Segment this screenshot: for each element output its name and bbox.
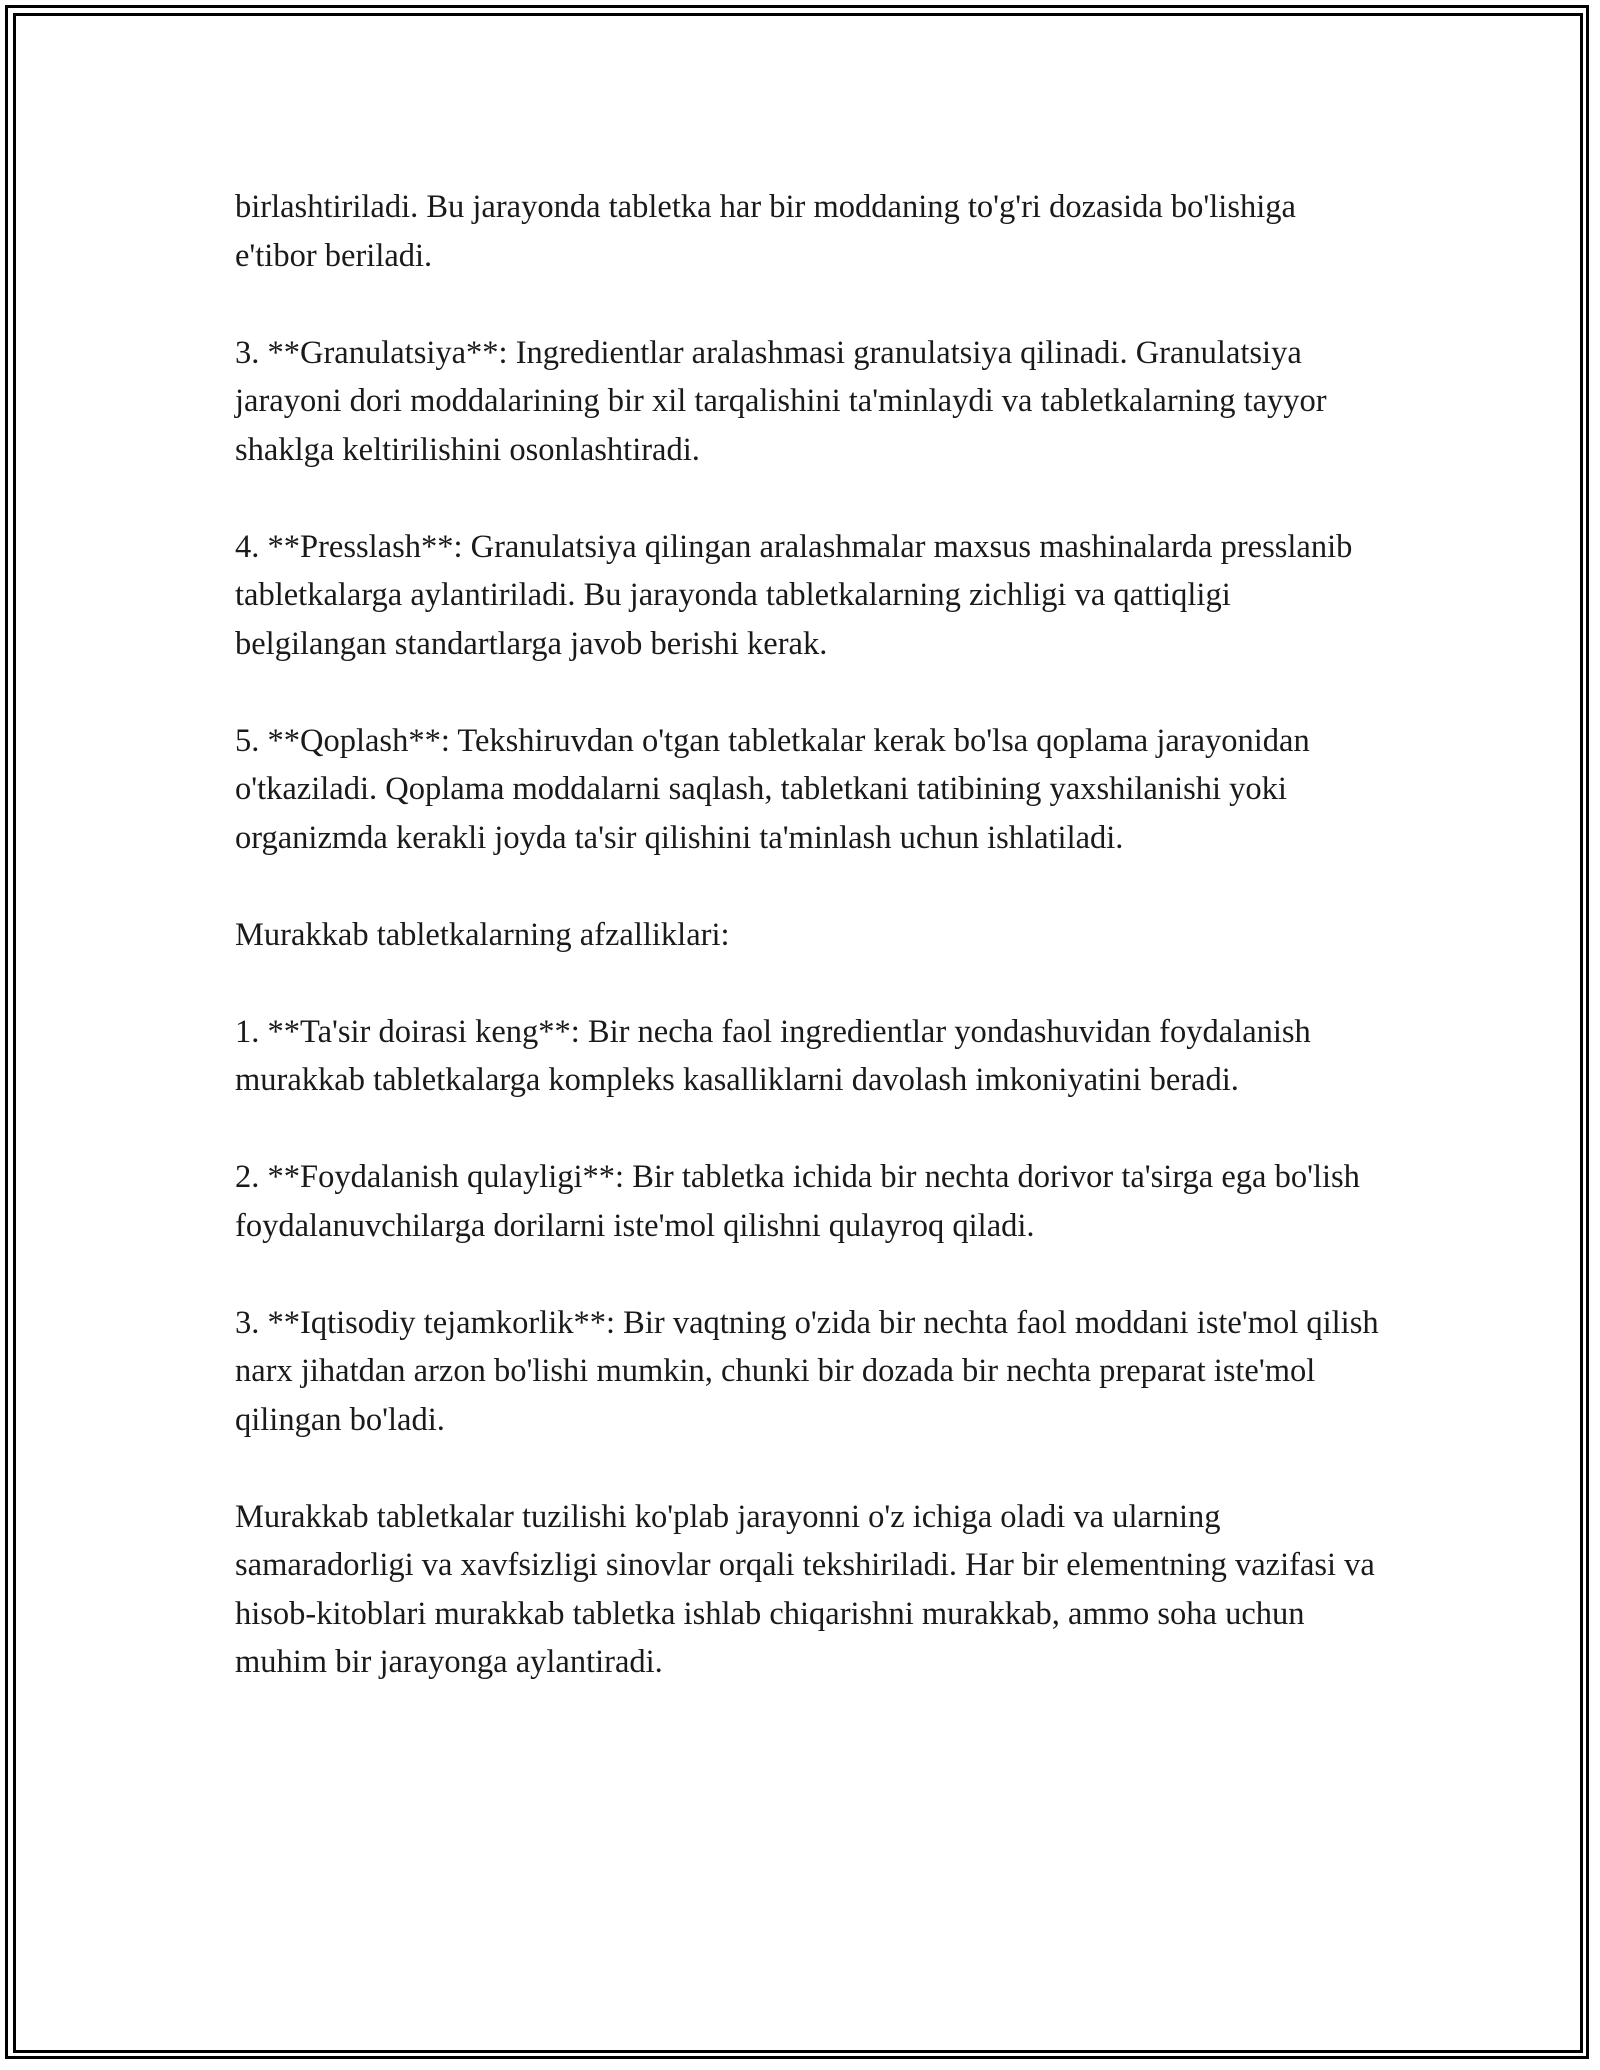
- paragraph-granulatsiya: 3. **Granulatsiya**: Ingredientlar aralashmasi granulatsiya qilinadi. Granulatsiya jarayoni dori moddalarining bir xil tarqalishini ta'minlaydi va tabletkalarning tayyor shaklga keltirilishini osonlashtiradi.: [235, 334, 1327, 468]
- paragraph-tasir-doirasi: 1. **Ta'sir doirasi keng**: Bir necha faol ingredientlar yondashuvidan foydalanish murakkab tabletkalarga kompleks kasalliklarni davolash imkoniyatini beradi.: [235, 1013, 1311, 1098]
- paragraph-iqtisodiy: 3. **Iqtisodiy tejamkorlik**: Bir vaqtning o'zida bir nechta faol moddani iste'mol qilish narx jihatdan arzon bo'lishi mumkin, chunki bir dozada bir nechta preparat iste'mol qilingan bo'ladi.: [235, 1304, 1379, 1438]
- paragraph-conclusion: Murakkab tabletkalar tuzilishi ko'plab jarayonni o'z ichiga oladi va ularning samaradorligi va xavfsizligi sinovlar orqali tekshiriladi. Har bir elementning vazifasi va hisob-kitoblari murakkab tabletka ishlab chiqarishni murakkab, ammo soha uchun muhim bir jarayonga aylantiradi.: [235, 1498, 1375, 1680]
- paragraph-foydalanish: 2. **Foydalanish qulayligi**: Bir tabletka ichida bir nechta dorivor ta'sirga ega bo'lish foydalanuvchilarga dorilarni iste'mol qilishni qulayroq qiladi.: [235, 1159, 1360, 1244]
- paragraph-continuation: birlashtiriladi. Bu jarayonda tabletka har bir moddaning to'g'ri dozasida bo'lishiga e'tibor beriladi.: [235, 189, 1296, 274]
- document-body: [235, 183, 1385, 1687]
- paragraph-presslash: 4. **Presslash**: Granulatsiya qilingan aralashmalar maxsus mashinalarda presslanib tabletkalarga aylantiriladi. Bu jarayonda tabletkalarning zichligi va qattiqligi belgilangan standartlarga javob berishi kerak.: [235, 528, 1353, 662]
- paragraph-qoplash: 5. **Qoplash**: Tekshiruvdan o'tgan tabletkalar kerak bo'lsa qoplama jarayonidan o'tkaziladi. Qoplama moddalarni saqlash, tabletkani tatibining yaxshilanishi yoki organizmda kerakli joyda ta'sir qilishini ta'minlash uchun ishlatiladi.: [235, 722, 1310, 856]
- paragraph-advantages-heading: Murakkab tabletkalarning afzalliklari:: [235, 916, 730, 953]
